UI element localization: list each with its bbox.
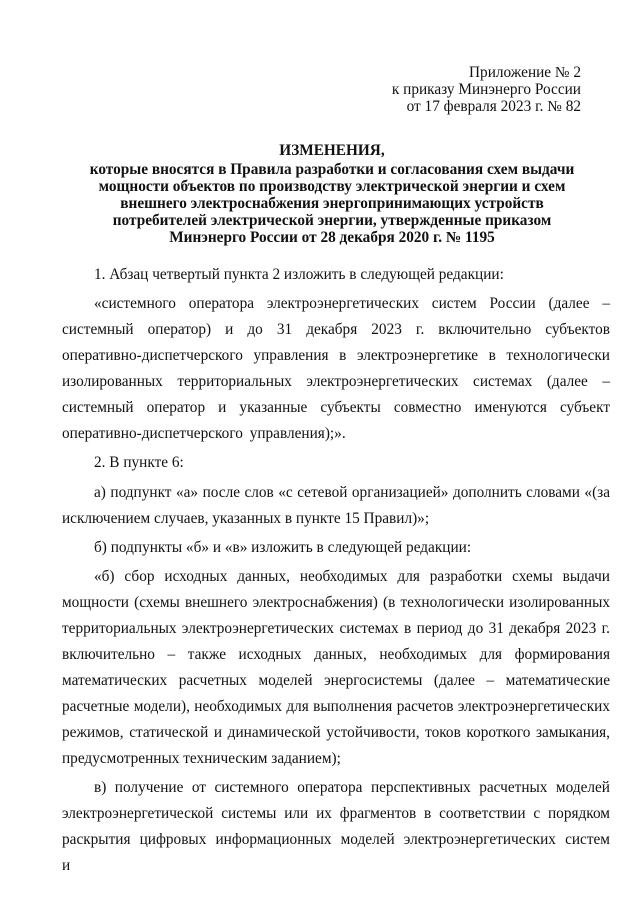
paragraph-quoted-subitem-b: «б) сбор исходных данных, необходимых для разработки схемы выдачи мощности (схемы внешнего электроснабжения) (в технологически изолированных территориальных электроэнергетических системах в период до 31 декабря 2023 г. включительно – также исходных данных, необходимых для формирования математических расчетных моделей энергосистемы (далее – математические расчетные модели), необходимых для выполнения расчетов электроэнергетических режимов, статической и динамической устойчивости, токов короткого замыкания, предусмотренных техническим заданием);	[62, 567, 610, 767]
appendix-header	[341, 64, 581, 115]
title-line: внешнего электроснабжения энергопринимающих устройств	[120, 195, 544, 212]
paragraph-quoted-definition: «системного оператора электроэнергетических систем России (далее – системный оператор) и до 31 декабря 2023 г. включительно субъектов оперативно-диспетчерского управления в электроэнергетике в технологически изолированных территориальных электроэнергетических системах (далее – системный оператор и указанные субъекты совместно именуются субъект оперативно-диспетчерского управления);».	[62, 295, 610, 443]
paragraph-subitem-b: б) подпункты «б» и «в» изложить в следующей редакции:	[94, 538, 472, 556]
title-heading: ИЗМЕНЕНИЯ,	[279, 142, 385, 159]
document-body	[62, 262, 610, 882]
appendix-number: Приложение № 2	[469, 64, 581, 81]
title-line: которые вносятся в Правила разработки и согласования схем выдачи	[89, 161, 575, 178]
document-title	[62, 142, 602, 246]
appendix-order-reference: к приказу Минэнерго России	[391, 81, 581, 98]
paragraph-item-1: 1. Абзац четвертый пункта 2 изложить в следующей редакции:	[94, 266, 504, 283]
title-line: Минэнерго России от 28 декабря 2020 г. № 1195	[169, 229, 495, 246]
paragraph-quoted-subitem-v: в) получение от системного оператора перспективных расчетных моделей электроэнергетической системы или их фрагментов в соответствии с порядком раскрытия цифровых информационных моделей электроэнергетических систем и	[62, 779, 610, 875]
paragraph-item-2: 2. В пункте 6:	[94, 454, 184, 472]
appendix-order-date: от 17 февраля 2023 г. № 82	[406, 98, 581, 115]
title-line: потребителей электрической энергии, утвержденные приказом	[112, 212, 552, 229]
title-line: мощности объектов по производству электрической энергии и схем	[98, 178, 566, 195]
paragraph-subitem-a: а) подпункт «а» после слов «с сетевой организацией» дополнить словами «(за исключением случаев, указанных в пункте 15 Правил)»;	[62, 483, 610, 527]
